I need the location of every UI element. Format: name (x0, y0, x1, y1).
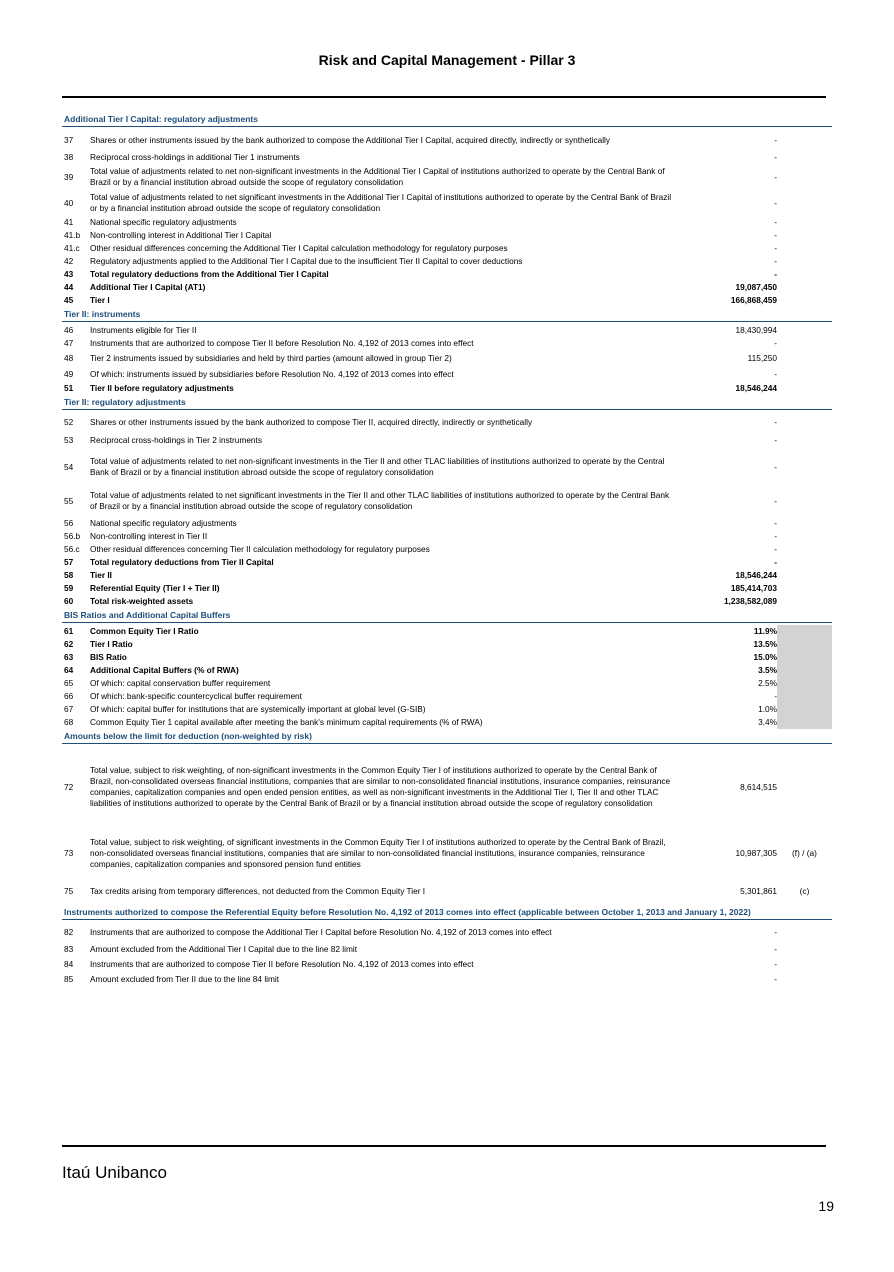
table-row (62, 942, 832, 957)
capital-table (62, 112, 832, 987)
row-number: 47 (64, 338, 74, 348)
table-row (62, 957, 832, 972)
row-reference (777, 216, 832, 229)
row-number: 72 (64, 781, 74, 792)
table-row (62, 229, 832, 242)
table-row (62, 324, 832, 337)
row-value: - (774, 152, 777, 162)
row-value: 11.9% (753, 626, 777, 636)
row-number: 52 (64, 416, 74, 427)
table-row (62, 151, 832, 164)
row-description: Reciprocal cross-holdings in Tier 2 instruments (90, 435, 262, 445)
row-description: Instruments that are authorized to compose Tier II before Resolution No. 4,192 of 2013 comes into effect (90, 338, 474, 348)
row-number: 65 (64, 678, 74, 688)
row-number: 42 (64, 256, 74, 266)
row-number: 75 (64, 885, 74, 896)
row-value: - (774, 338, 777, 348)
row-reference (777, 972, 832, 987)
row-description: Tier 2 instruments issued by subsidiaries and held by third parties (amount allowed in group Tier 2) (90, 352, 452, 363)
row-reference (777, 651, 832, 664)
row-number: 83 (64, 944, 74, 954)
section-header: Instruments authorized to compose the Referential Equity before Resolution No. 4,192 of 2013 comes into effect (applicable between October 1, 2013 and January 1, 2022) (62, 904, 832, 920)
row-reference (777, 268, 832, 281)
row-value: 10,987,305 (735, 847, 777, 858)
page-title: Risk and Capital Management - Pillar 3 (318, 52, 576, 68)
row-reference (777, 337, 832, 350)
row-reference (777, 164, 832, 190)
row-value: 3.5% (758, 665, 777, 675)
row-number: 40 (64, 197, 74, 208)
row-number: 55 (64, 495, 74, 506)
row-number: 58 (64, 570, 74, 580)
row-reference (777, 569, 832, 582)
row-number: 57 (64, 557, 74, 567)
row-reference (777, 242, 832, 255)
table-row (62, 716, 832, 729)
row-description: Of which: bank-specific countercyclical buffer requirement (90, 691, 302, 701)
table-row (62, 690, 832, 703)
row-reference (777, 229, 832, 242)
footer-divider (62, 1145, 826, 1147)
row-value: 19,087,450 (735, 282, 777, 292)
row-description: Total regulatory deductions from Tier II Capital (90, 557, 274, 567)
row-reference (777, 129, 832, 151)
row-description: Other residual differences concerning Tier II calculation methodology for regulatory purposes (90, 544, 430, 554)
row-number: 37 (64, 134, 74, 145)
row-value: 15.0% (753, 652, 777, 662)
footer-company-name: Itaú Unibanco (62, 1163, 167, 1182)
row-number: 73 (64, 847, 74, 858)
row-description: Shares or other instruments issued by the bank authorized to compose the Additional Tier I Capital, acquired directly, indirectly or synthetically (90, 134, 611, 145)
row-number: 66 (64, 691, 74, 701)
table-row (62, 582, 832, 595)
row-reference (777, 366, 832, 382)
table-row (62, 677, 832, 690)
row-number: 68 (64, 717, 74, 727)
row-reference (777, 703, 832, 716)
table-row (62, 828, 832, 878)
row-value: - (774, 691, 777, 701)
table-row (62, 746, 832, 828)
table-row (62, 638, 832, 651)
row-value: - (774, 171, 777, 182)
row-value: - (774, 230, 777, 240)
row-reference (777, 382, 832, 395)
table-row (62, 242, 832, 255)
row-value: - (774, 435, 777, 445)
row-reference (777, 942, 832, 957)
table-row (62, 412, 832, 432)
row-description: Total value of adjustments related to net significant investments in the Tier II and other TLAC liabilities of institutions authorized to operate by the Central Bank of Brazil or by a financial institution abroad outside the scope of regulatory consolidation (90, 490, 670, 511)
table-row (62, 190, 832, 216)
row-number: 39 (64, 171, 74, 182)
row-value: - (774, 269, 777, 279)
row-reference (777, 638, 832, 651)
header-divider (62, 96, 826, 98)
row-reference (777, 281, 832, 294)
row-reference (777, 690, 832, 703)
row-value: 18,546,244 (735, 383, 777, 393)
row-value: - (774, 134, 777, 145)
row-reference (777, 543, 832, 556)
row-number: 62 (64, 639, 74, 649)
table-row (62, 432, 832, 449)
row-reference (777, 350, 832, 366)
row-value: - (774, 461, 777, 472)
row-reference (777, 432, 832, 449)
row-number: 82 (64, 926, 74, 937)
row-description: Total value of adjustments related to net non-significant investments in the Additional Tier I Capital of institutions authorized to operate by the Central Bank of Brazil or by a financial institution abroad outside the scope of regulatory consolidation (90, 166, 665, 187)
row-value: 166,868,459 (730, 295, 777, 305)
row-description: Tier I (90, 295, 110, 305)
row-description: Tier I Ratio (90, 639, 133, 649)
table-row (62, 530, 832, 543)
table-row (62, 543, 832, 556)
row-description: Tier II (90, 570, 112, 580)
row-reference: (f) / (a) (792, 847, 817, 858)
row-value: 3.4% (758, 717, 777, 727)
section-header: BIS Ratios and Additional Capital Buffers (62, 608, 832, 623)
row-number: 63 (64, 652, 74, 662)
row-reference (777, 957, 832, 972)
row-value: - (774, 197, 777, 208)
row-number: 45 (64, 295, 74, 305)
table-row (62, 294, 832, 307)
row-value: - (774, 256, 777, 266)
row-reference (777, 746, 832, 828)
row-value: 5,301,861 (740, 885, 777, 896)
row-description: Instruments eligible for Tier II (90, 325, 197, 335)
row-reference (777, 151, 832, 164)
row-description: Total risk-weighted assets (90, 596, 194, 606)
row-description: Other residual differences concerning the Additional Tier I Capital calculation methodology for regulatory purposes (90, 243, 508, 253)
table-row (62, 129, 832, 151)
table-row (62, 878, 832, 904)
row-description: Common Equity Tier 1 capital available after meeting the bank's minimum capital requirements (% of RWA) (90, 717, 483, 727)
row-number: 53 (64, 435, 74, 445)
row-reference (777, 517, 832, 530)
row-number: 56.b (64, 531, 81, 541)
table-row (62, 350, 832, 366)
row-number: 41 (64, 217, 74, 227)
row-value: - (774, 217, 777, 227)
table-row (62, 255, 832, 268)
row-description: Reciprocal cross-holdings in additional Tier 1 instruments (90, 152, 300, 162)
table-row (62, 569, 832, 582)
row-reference (777, 485, 832, 517)
row-description: Tax credits arising from temporary differences, not deducted from the Common Equity Tier I (90, 885, 426, 896)
row-value: 185,414,703 (730, 583, 777, 593)
row-description: National specific regulatory adjustments (90, 217, 237, 227)
row-reference: (c) (799, 885, 810, 896)
row-description: Additional Capital Buffers (% of RWA) (90, 665, 239, 675)
table-row (62, 703, 832, 716)
table-row (62, 366, 832, 382)
table-row (62, 337, 832, 350)
row-description: Of which: capital buffer for institutions that are systemically important at global level (G-SIB) (90, 704, 426, 714)
row-value: - (774, 926, 777, 937)
row-number: 64 (64, 665, 74, 675)
row-number: 48 (64, 352, 74, 363)
row-value: - (774, 557, 777, 567)
table-row (62, 664, 832, 677)
row-reference (777, 664, 832, 677)
row-number: 85 (64, 974, 74, 984)
row-number: 43 (64, 269, 74, 279)
row-description: Amount excluded from the Additional Tier I Capital due to the line 82 limit (90, 944, 358, 954)
row-reference (777, 324, 832, 337)
row-value: 1,238,582,089 (723, 596, 777, 606)
row-description: Of which: capital conservation buffer requirement (90, 678, 271, 688)
row-description: Regulatory adjustments applied to the Additional Tier I Capital due to the insufficient Tier II Capital to cover deductions (90, 256, 523, 266)
row-reference (777, 582, 832, 595)
row-number: 41.c (64, 243, 80, 253)
row-value: - (774, 368, 777, 379)
row-description: National specific regulatory adjustments (90, 518, 237, 528)
row-value: 115,250 (747, 352, 777, 363)
row-value: 13.5% (753, 639, 777, 649)
row-description: Shares or other instruments issued by the bank authorized to compose Tier II, acquired directly, indirectly or synthetically (90, 416, 533, 427)
table-row (62, 268, 832, 281)
row-description: Total value, subject to risk weighting, of significant investments in the Common Equity Tier I of institutions authorized to operate by the Central Bank of Brazil, non-consolidated overseas financial institutions, companies that are similar to non-consolidated financial institutions, insurance companies, reinsurance companies, capitalization companies and sponsored pension fund entities (90, 836, 666, 869)
row-value: - (774, 944, 777, 954)
row-number: 84 (64, 959, 74, 969)
row-number: 38 (64, 152, 74, 162)
row-value: 2.5% (758, 678, 777, 688)
row-reference (777, 716, 832, 729)
section-header: Tier II: instruments (62, 307, 832, 322)
table-row (62, 449, 832, 485)
row-number: 41.b (64, 230, 81, 240)
row-number: 61 (64, 626, 74, 636)
row-number: 60 (64, 596, 74, 606)
table-row (62, 922, 832, 942)
row-reference (777, 190, 832, 216)
table-row (62, 595, 832, 608)
row-description: Total regulatory deductions from the Additional Tier I Capital (90, 269, 329, 279)
row-value: - (774, 531, 777, 541)
row-reference (777, 556, 832, 569)
row-reference (777, 412, 832, 432)
table-row (62, 216, 832, 229)
row-number: 44 (64, 282, 74, 292)
row-reference (777, 595, 832, 608)
row-value: 18,546,244 (735, 570, 777, 580)
row-description: Additional Tier I Capital (AT1) (90, 282, 206, 292)
section-header: Tier II: regulatory adjustments (62, 395, 832, 410)
row-number: 59 (64, 583, 74, 593)
table-row (62, 625, 832, 638)
table-row (62, 972, 832, 987)
row-description: Non-controlling interest in Additional Tier I Capital (90, 230, 272, 240)
section-header: Additional Tier I Capital: regulatory adjustments (62, 112, 832, 127)
row-value: 8,614,515 (740, 781, 777, 792)
table-row (62, 382, 832, 395)
row-description: Instruments that are authorized to compose Tier II before Resolution No. 4,192 of 2013 comes into effect (90, 959, 474, 969)
row-value: 18,430,994 (735, 325, 777, 335)
table-row (62, 556, 832, 569)
row-reference (777, 922, 832, 942)
table-row (62, 485, 832, 517)
row-number: 67 (64, 704, 74, 714)
row-description: Total value of adjustments related to net non-significant investments in the Tier II and other TLAC liabilities of institutions authorized to operate by the Central Bank of Brazil or by a financial institution abroad outside the scope of regulatory consolidation (90, 456, 665, 477)
row-reference (777, 530, 832, 543)
row-description: BIS Ratio (90, 652, 127, 662)
table-row (62, 281, 832, 294)
row-number: 56.c (64, 544, 80, 554)
page-number: 19 (818, 1198, 834, 1214)
row-value: - (774, 974, 777, 984)
row-number: 54 (64, 461, 74, 472)
row-value: - (774, 544, 777, 554)
row-reference (777, 294, 832, 307)
row-reference (777, 625, 832, 638)
row-number: 49 (64, 368, 74, 379)
row-description: Instruments that are authorized to compose the Additional Tier I Capital before Resolution No. 4,192 of 2013 comes into effect (90, 926, 552, 937)
section-header: Amounts below the limit for deduction (non-weighted by risk) (62, 729, 832, 744)
row-description: Of which: instruments issued by subsidiaries before Resolution No. 4,192 of 2013 comes into effect (90, 368, 454, 379)
row-reference (777, 255, 832, 268)
row-value: - (774, 243, 777, 253)
row-description: Tier II before regulatory adjustments (90, 383, 234, 393)
row-description: Total value of adjustments related to net significant investments in the Additional Tier I Capital of institutions authorized to operate by the Central Bank of Brazil or by a financial institution abroad outside the scope of regulatory consolidation (90, 192, 672, 213)
row-number: 46 (64, 325, 74, 335)
table-row (62, 517, 832, 530)
row-number: 56 (64, 518, 74, 528)
row-number: 51 (64, 383, 74, 393)
table-row (62, 651, 832, 664)
row-description: Total value, subject to risk weighting, of non-significant investments in the Common Equity Tier I of institutions authorized to operate by the Central Bank of Brazil, non-consolidated overseas financial institutions, companies that are similar to non-consolidated financial institutions, insurance companies, reinsurance companies, capitalization companies and open ended pension entities, as well as non-significant investments in the Additional Tier I, Tier II and other TLAC liabilities of institutions authorized to operate by the Central Bank of Brazil or by a financial institution abroad outside the scope of regulatory consolidation (90, 765, 671, 808)
row-value: - (774, 959, 777, 969)
row-value: - (774, 495, 777, 506)
row-description: Common Equity Tier I Ratio (90, 626, 199, 636)
row-reference (777, 677, 832, 690)
table-row (62, 164, 832, 190)
row-description: Non-controlling interest in Tier II (90, 531, 208, 541)
row-value: - (774, 416, 777, 427)
row-value: - (774, 518, 777, 528)
row-reference (777, 449, 832, 485)
row-value: 1.0% (758, 704, 777, 714)
row-description: Amount excluded from Tier II due to the line 84 limit (90, 974, 280, 984)
row-description: Referential Equity (Tier I + Tier II) (90, 583, 220, 593)
